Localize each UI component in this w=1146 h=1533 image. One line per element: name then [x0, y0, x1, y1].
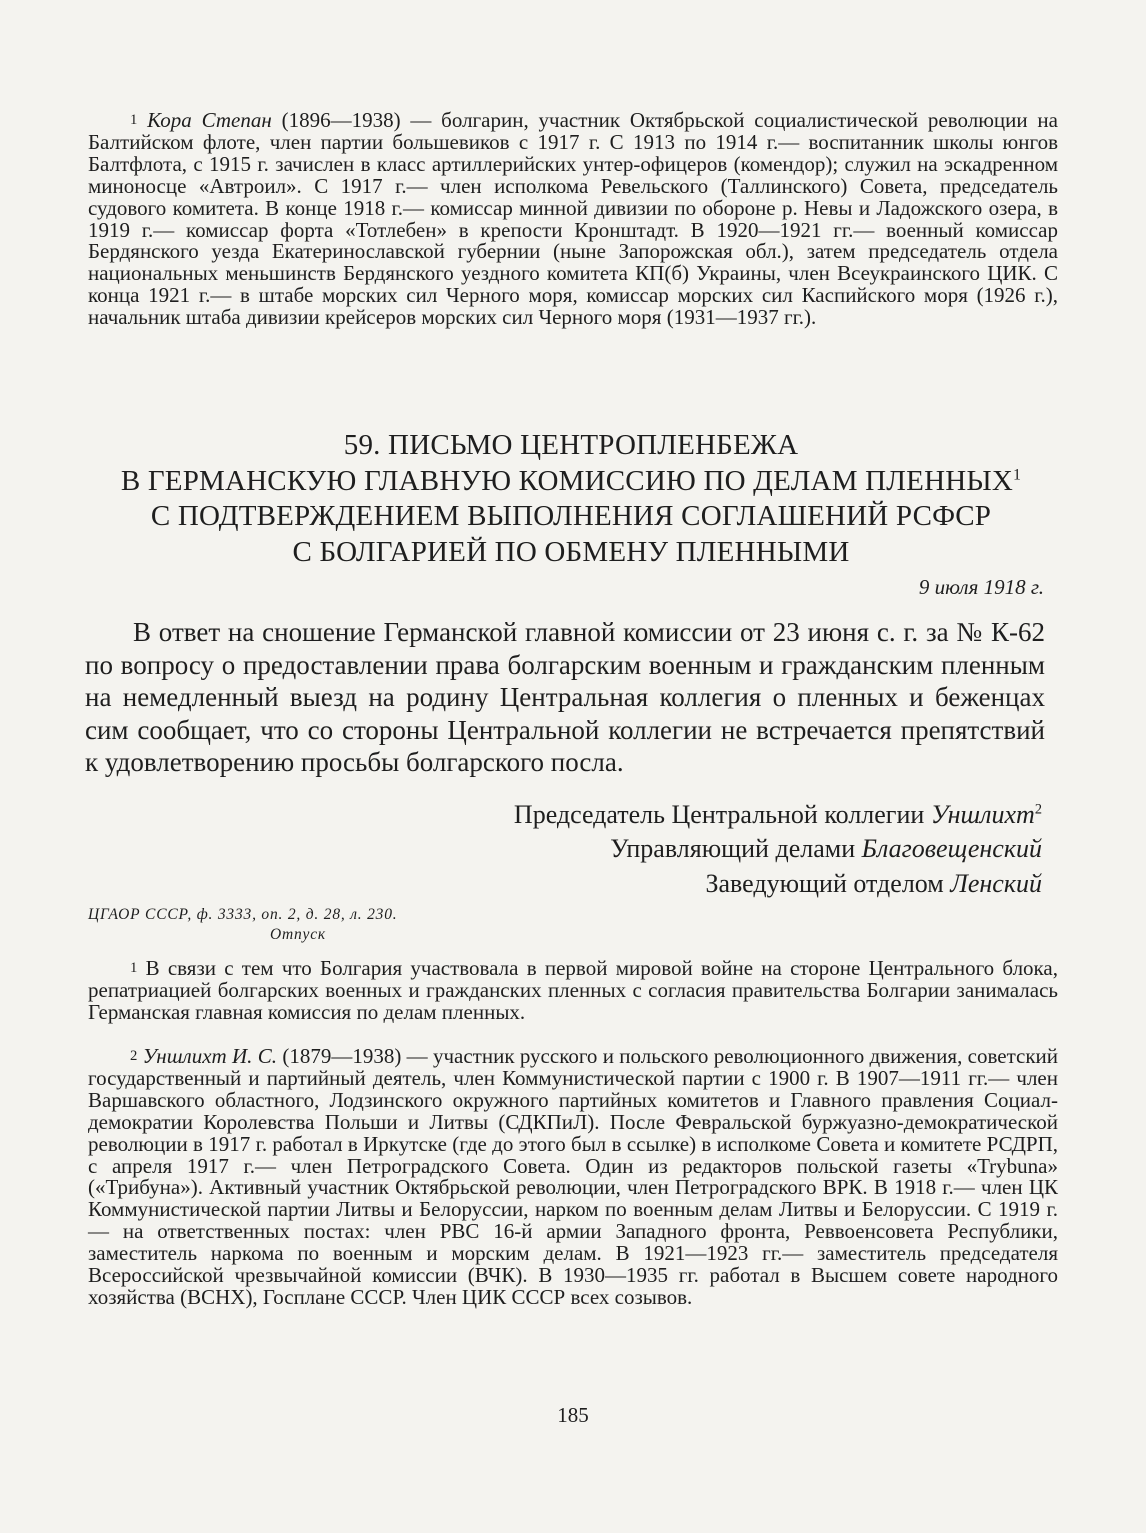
footnote-text: (1879—1938) — участник русского и польского революционного движения, советский государственный и партийный деятель, член Коммунистической партии с 1900 г. В 1907—1911 гг.— член Варшавского областного, Лодзинского окружного партийных комитетов и Главного правления Социал-демократии Королевства Польши и Литвы (СДКПиЛ). После Февральской буржуазно-демократической революции в 1917 г. работал в Иркутске (где до этого был в ссылке) в исполкоме Совета и комитете РСДРП, с апреля 1917 г.— член Петроградского Совета. Один из редакторов польской газеты «Trybuna» («Трибуна»). Активный участник Октябрьской революции, член Петроградского ВРК. В 1918 г.— член ЦК Коммунистической партии Литвы и Белоруссии, нарком по военным делам Литвы и Белоруссии. С 1919 г.— на ответственных постах: член РВС 16-й армии Западного фронта, Реввоенсовета Республики, заместитель наркома по военным и морским делам. В 1921—1923 гг.— заместитель председателя Всероссийской чрезвычайной комиссии (ВЧК). В 1930—1935 гг. работал в Высшем совете народного хозяйства (ВСНХ), Госплане СССР. Член ЦИК СССР всех созывов. — [88, 1044, 1058, 1309]
signature-chairman — [514, 800, 1042, 830]
page-number: 185 — [557, 1403, 589, 1427]
footnote-number: 2 — [130, 1048, 138, 1064]
footnote-bulgaria — [88, 958, 1058, 1024]
signature-manager — [610, 834, 1042, 864]
footnote-text: (1896—1938) — болгарин, участник Октябрьской социалистической революции на Балтийском флоте, член партии большевиков с 1917 г. С 1913 по 1914 г.— воспитанник школы юнгов Балтфлота, с 1915 г. зачислен в класс артиллерийских унтер-офицеров (комендор); служил на эскадренном миноносце «Автроил». С 1917 г.— член исполкома Ревельского (Таллинского) Совета, председатель судового комитета. В конце 1918 г.— комиссар минной дивизии по обороне р. Невы и Ладожского озера, в 1919 г.— комиссар форта «Тотлебен» в крепости Кронштадт. В 1920—1921 гг.— военный комиссар Бердянского уезда Екатеринославской губернии (ныне Запорожская обл.), затем председатель отдела национальных меньшинств Бердянского уездного комитета КП(б) Украины, член Всеукраинского ЦИК. С конца 1921 г.— в штабе морских сил Черного моря, комиссар морских сил Каспийского моря (1926 г.), начальник штаба дивизии крейсеров морских сил Черного моря (1931—1937 гг.). — [88, 108, 1058, 330]
title-line-2-text: В ГЕРМАНСКУЮ ГЛАВНУЮ КОМИССИЮ ПО ДЕЛАМ ПЛЕННЫХ — [120, 464, 1013, 497]
title-line-1: 59. ПИСЬМО ЦЕНТРОПЛЕНБЕЖА — [343, 429, 799, 461]
footnote-name: Кора Степан — [147, 108, 272, 132]
footnote-kora — [88, 110, 1058, 329]
footnote-number: 1 — [130, 112, 138, 128]
title-footnote-mark: 1 — [1013, 465, 1022, 483]
footnote-text: В связи с тем что Болгария участвовала в первой мировой войне на стороне Центрального блока, репатриацией болгарских военных и гражданских пленных с согласия правительства Болгарии занималась Германская главная комиссия по делам пленных. — [88, 956, 1059, 1024]
archive-reference: ЦГАОР СССР, ф. 3333, оп. 2, д. 28, л. 230. — [88, 906, 398, 923]
title-line-3: С ПОДТВЕРЖДЕНИЕМ ВЫПОЛНЕНИЯ СОГЛАШЕНИЙ РСФСР — [150, 500, 992, 532]
letter-body: В ответ на сношение Германской главной комиссии от 23 июня с. г. за № К-62 по вопросу о предоставлении права болгарским военным и гражданским пленным на немедленный выезд на родину Центральная коллегия о пленных и беженцах сим сообщает, что со стороны Центральной коллегии не встречается препятствий к удовлетворению просьбы болгарского посла. — [85, 617, 1045, 778]
signature-name: Ленский — [950, 869, 1042, 898]
signature-position: Заведующий отделом — [705, 869, 944, 898]
document-date: 9 июля 1918 г. — [918, 575, 1044, 599]
footnote-unshlikht — [88, 1046, 1058, 1309]
signature-footnote-mark: 2 — [1034, 801, 1042, 818]
title-line-2 — [76, 464, 1066, 500]
signature-department-head — [705, 869, 1042, 899]
signature-name: Благовещенский — [861, 834, 1042, 863]
title-line-4: С БОЛГАРИЕЙ ПО ОБМЕНУ ПЛЕННЫМИ — [292, 535, 850, 568]
archive-note: Отпуск — [270, 926, 326, 943]
signature-name: Уншлихт — [930, 800, 1035, 829]
signature-position: Председатель Центральной коллегии — [513, 800, 925, 829]
document-title — [76, 428, 1066, 570]
footnote-name: Уншлихт И. С. — [142, 1044, 278, 1068]
signature-position: Управляющий делами — [610, 834, 856, 863]
footnote-number: 1 — [130, 960, 138, 976]
